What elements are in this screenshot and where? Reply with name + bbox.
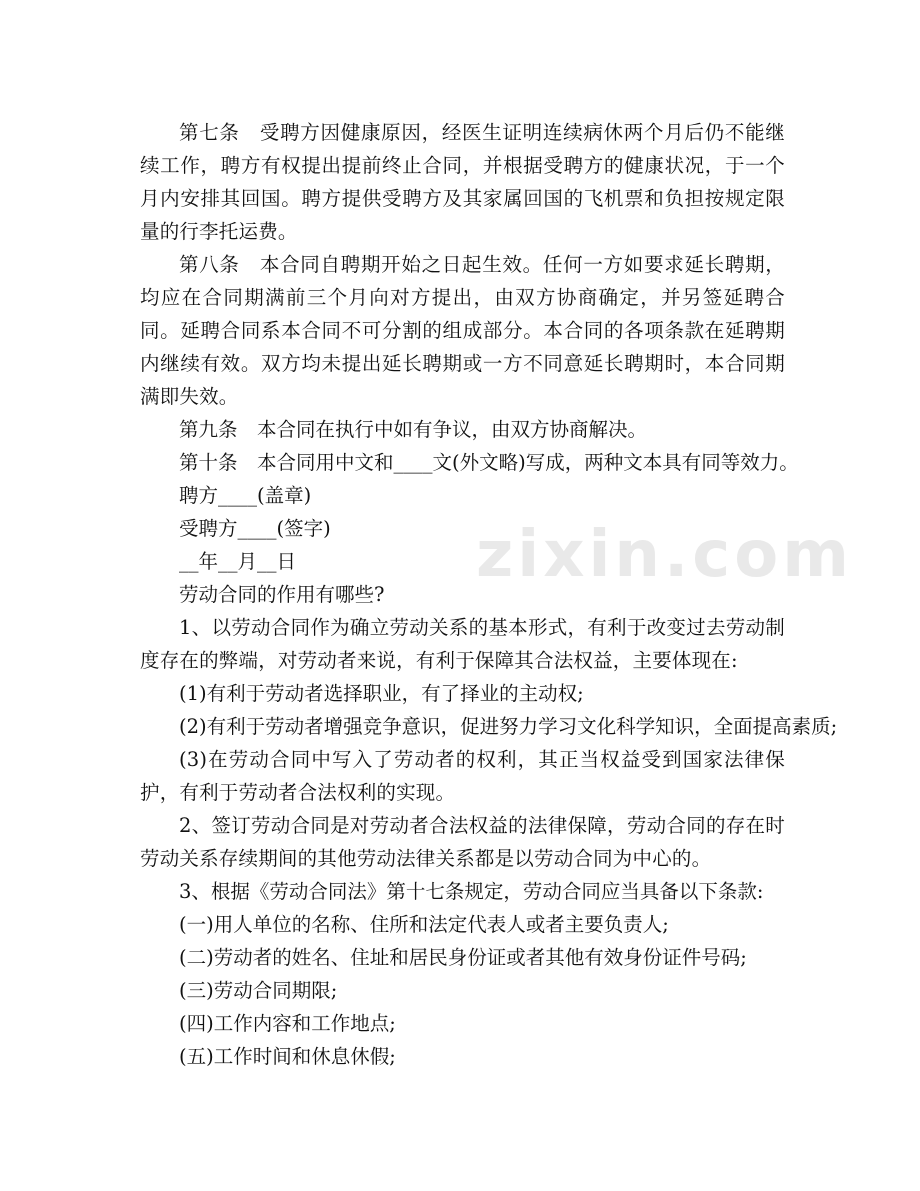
clause-1: (一)用人单位的名称、住所和法定代表人或者主要负责人; [179,913,669,936]
section-question: 劳动合同的作用有哪些? [179,583,385,606]
point-1-sub-3: (3)在劳动合同中写入了劳动者的权利，其正当权益受到国家法律保护，有利于劳动者合法权利的实现。 [140,748,785,804]
point-3: 3、根据《劳动合同法》第十七条规定，劳动合同应当具备以下条款: [179,880,764,903]
employer-signature-line: 聘方____(盖章) [179,484,312,507]
clause-3: (三)劳动合同期限; [179,979,338,1002]
clause-5: (五)工作时间和休息休假; [179,1045,396,1068]
watermark: zixin.com [476,518,853,592]
point-1-sub-2: (2)有利于劳动者增强竞争意识，促进努力学习文化科学知识，全面提高素质; [179,715,838,738]
article-10: 第十条 本合同用中文和____文(外文略)写成，两种文本具有同等效力。 [179,451,799,474]
point-2: 2、签订劳动合同是对劳动者合法权益的法律保障，劳动合同的存在时劳动关系存续期间的其他劳动法律关系都是以劳动合同为中心的。 [140,814,785,870]
point-1: 1、以劳动合同作为确立劳动关系的基本形式，有利于改变过去劳动制度存在的弊端，对劳动者来说，有利于保障其合法权益，主要体现在: [140,616,785,672]
point-1-sub-1: (1)有利于劳动者选择职业，有了择业的主动权; [179,682,584,705]
article-7: 第七条 受聘方因健康原因，经医生证明连续病休两个月后仍不能继续工作，聘方有权提出提前终止合同，并根据受聘方的健康状况，于一个月内安排其回国。聘方提供受聘方及其家属回国的飞机票和负担按规定限量的行李托运费。 [140,121,785,243]
clause-4: (四)工作内容和工作地点; [179,1012,396,1035]
article-9: 第九条 本合同在执行中如有争议，由双方协商解决。 [179,418,648,441]
document-body [140,116,838,1073]
employee-signature-line: 受聘方____(签字) [179,517,331,540]
article-8: 第八条 本合同自聘期开始之日起生效。任何一方如要求延长聘期，均应在合同期满前三个月向对方提出，由双方协商确定，并另签延聘合同。延聘合同系本合同不可分割的组成部分。本合同的各项条款在延聘期内继续有效。双方均未提出延长聘期或一方不同意延长聘期时，本合同期满即失效。 [140,253,785,408]
date-line: __年__月__日 [179,550,297,573]
clause-2: (二)劳动者的姓名、住址和居民身份证或者其他有效身份证件号码; [179,946,747,969]
